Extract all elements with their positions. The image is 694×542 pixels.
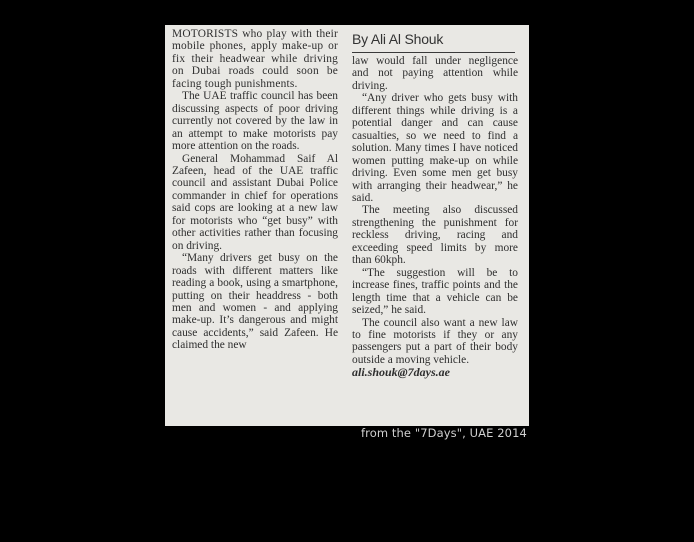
author-email: ali.shouk@7days.ae bbox=[352, 365, 450, 380]
article-column-right bbox=[352, 55, 518, 379]
article-column-left bbox=[172, 28, 338, 352]
article-paragraph: The meeting also discussed strengthening the punishment for reckless driving, racing and exceeding speed limits by more than 60kph. bbox=[352, 204, 518, 267]
article-byline: By Ali Al Shouk bbox=[352, 30, 515, 53]
article-paragraph: “The suggestion will be to increase fines, traffic points and the length time that a vehicle can be seized,” he said. bbox=[352, 266, 518, 317]
source-caption: from the "7Days", UAE 2014 bbox=[361, 426, 527, 440]
article-paragraph: MOTORISTS who play with their mobile phones, apply make-up or fix their headwear while driving on Dubai roads could soon be facing tough punishments. bbox=[172, 28, 338, 90]
article-paragraph: The UAE traffic council has been discussing aspects of poor driving currently not covered by the law in an attempt to make motorists pay more attention on the roads. bbox=[172, 90, 338, 153]
newspaper-clipping bbox=[165, 25, 529, 426]
article-paragraph: The council also want a new law to fine motorists if they or any passengers put a part of their body outside a moving vehicle. bbox=[352, 316, 518, 366]
article-paragraph: General Mohammad Saif Al Zafeen, head of the UAE traffic council and assistant Dubai Police commander in chief for operations said cops are looking at a new law for motorists who “get busy” with other activities rather than focusing on driving. bbox=[172, 152, 338, 252]
article-paragraph: “Any driver who gets busy with different things while driving is a potential danger and can cause casualties, so we need to find a solution. Many times I have noticed women putting make-up on while driving. Even some men get busy with arranging their headwear,” he said. bbox=[352, 92, 518, 204]
article-paragraph: “Many drivers get busy on the roads with different matters like reading a book, using a smartphone, putting on their headdress - both men and women - and applying make-up. It’s dangerous and might cause accidents,” said Zafeen. He claimed the new bbox=[172, 252, 338, 352]
article-paragraph: law would fall under negligence and not paying attention while driving. bbox=[352, 55, 518, 92]
